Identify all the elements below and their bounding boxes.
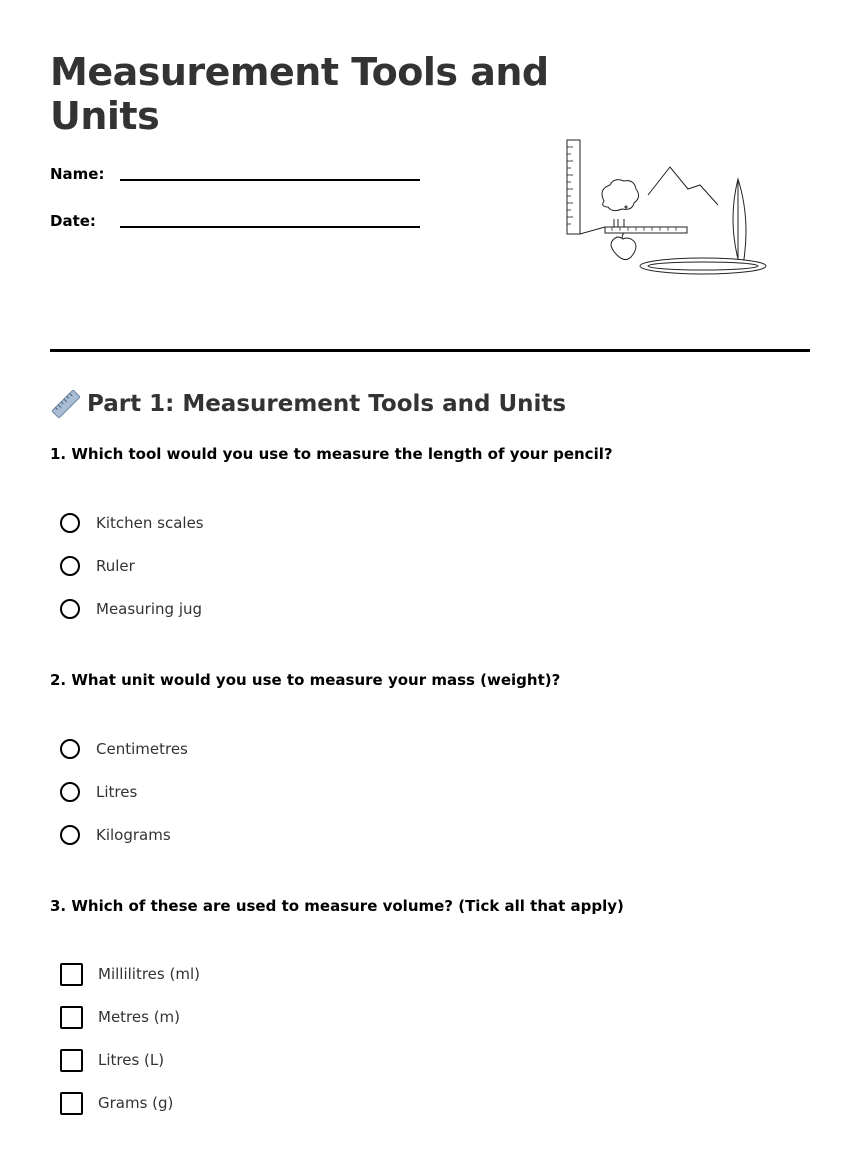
question-2: 2. What unit would you use to measure your mass (weight)?	[50, 671, 561, 689]
q3-option-grams[interactable]	[60, 1091, 173, 1115]
question-3: 3. Which of these are used to measure volume? (Tick all that apply)	[50, 897, 624, 915]
mountain-icon	[648, 167, 718, 205]
apple-icon	[611, 233, 636, 260]
option-label: Centimetres	[96, 740, 188, 758]
name-input-line[interactable]	[120, 179, 420, 181]
q3-option-litres[interactable]	[60, 1048, 164, 1072]
radio-button[interactable]	[60, 739, 80, 759]
option-label: Grams (g)	[98, 1094, 174, 1112]
surfboard-icon	[733, 179, 746, 261]
part1-heading-text: Part 1: Measurement Tools and Units	[87, 391, 567, 417]
q1-option-measuring-jug[interactable]	[60, 597, 202, 621]
checkbox[interactable]	[60, 1092, 83, 1115]
option-label: Measuring jug	[96, 600, 203, 618]
radio-button[interactable]	[60, 599, 80, 619]
section-divider	[50, 349, 810, 352]
ruler-icon	[50, 388, 82, 420]
radio-button[interactable]	[60, 782, 80, 802]
sheep-icon	[602, 180, 639, 227]
q3-option-metres[interactable]	[60, 1005, 180, 1029]
option-label: Millilitres (ml)	[98, 965, 200, 983]
date-label: Date:	[50, 212, 96, 230]
q1-option-ruler[interactable]	[60, 554, 135, 578]
checkbox[interactable]	[60, 1006, 83, 1029]
q2-option-kilograms[interactable]	[60, 823, 171, 847]
option-label: Litres	[96, 783, 138, 801]
tape-measure-icon	[605, 227, 687, 233]
option-label: Kilograms	[96, 826, 171, 844]
name-label: Name:	[50, 165, 105, 183]
option-label: Kitchen scales	[96, 514, 204, 532]
q2-option-centimetres[interactable]	[60, 737, 188, 761]
log-icon	[640, 258, 766, 274]
date-input-line[interactable]	[120, 226, 420, 228]
q2-option-litres[interactable]	[60, 780, 137, 804]
measurement-illustration	[560, 135, 775, 285]
q3-option-millilitres[interactable]	[60, 962, 200, 986]
q1-option-kitchen-scales[interactable]	[60, 511, 204, 535]
ruler-icon	[567, 140, 605, 234]
option-label: Ruler	[96, 557, 135, 575]
option-label: Litres (L)	[98, 1051, 165, 1069]
option-label: Metres (m)	[98, 1008, 181, 1026]
part1-heading	[50, 388, 566, 420]
question-1: 1. Which tool would you use to measure the length of your pencil?	[50, 445, 613, 463]
checkbox[interactable]	[60, 1049, 83, 1072]
page-title: Measurement Tools and Units	[50, 50, 549, 138]
radio-button[interactable]	[60, 513, 80, 533]
radio-button[interactable]	[60, 556, 80, 576]
radio-button[interactable]	[60, 825, 80, 845]
checkbox[interactable]	[60, 963, 83, 986]
